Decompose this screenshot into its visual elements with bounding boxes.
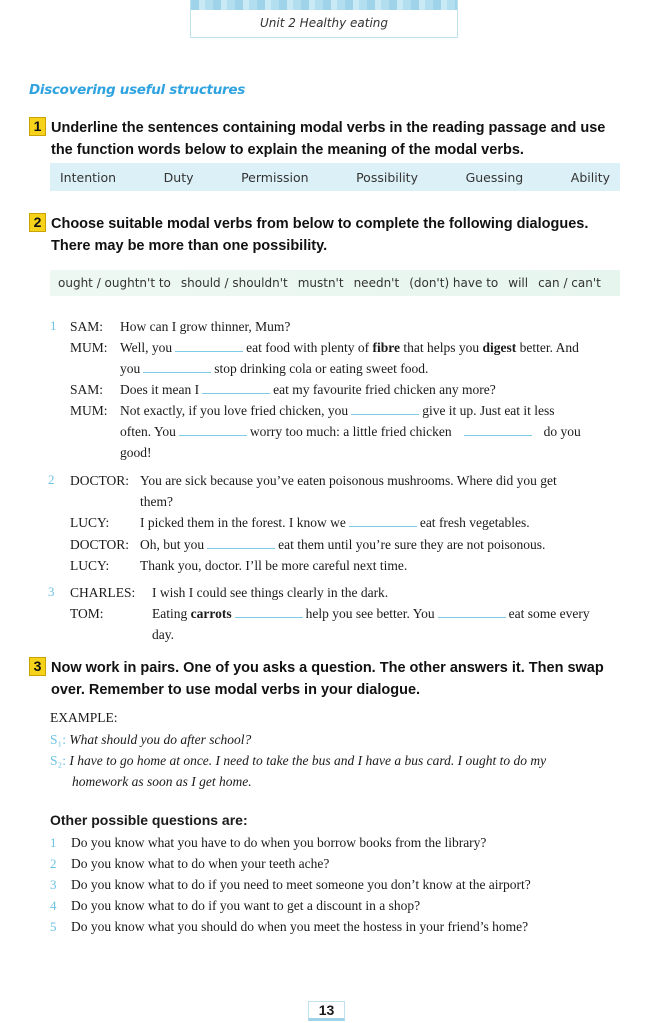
line-text: help you see better. You — [305, 606, 435, 621]
dialogue-line — [120, 422, 581, 442]
answer-blank[interactable] — [207, 538, 275, 549]
modal-verbs-bar — [50, 270, 620, 296]
line-text: you — [120, 361, 141, 376]
task-3-instruction — [29, 657, 604, 698]
line-text: often. You — [120, 424, 176, 439]
question-index: 3 — [50, 877, 57, 892]
question-index: 2 — [50, 856, 57, 871]
question-text: Do you know what you have to do when you borrow books from the library? — [71, 835, 487, 850]
line-text: them? — [140, 494, 173, 509]
question-index: 1 — [50, 835, 57, 850]
function-words-bar — [50, 163, 620, 191]
function-word: Duty — [163, 169, 194, 185]
line-text: that helps you — [403, 340, 480, 355]
line-text: How can I grow thinner, Mum? — [120, 319, 291, 334]
line-text: homework as soon as I get home. — [72, 774, 252, 789]
line-text: Not exactly, if you love fried chicken, you — [120, 403, 349, 418]
list-item — [50, 875, 531, 895]
line-text: Eating — [152, 606, 188, 621]
speaker: MUM: — [70, 340, 108, 355]
dialogue-line — [70, 583, 388, 603]
line-text: I picked them in the forest. I know we — [140, 515, 346, 530]
line-text: Oh, but you — [140, 537, 205, 552]
line-text: You are sick because you’ve eaten poisonous mushrooms. Where did you get — [140, 473, 557, 488]
dialogue-line — [70, 604, 590, 624]
task-2-instruction — [29, 213, 589, 254]
dialogue-line — [70, 401, 555, 421]
speaker: S₁: — [50, 732, 66, 747]
answer-blank[interactable] — [235, 607, 303, 618]
speaker: SAM: — [70, 319, 104, 334]
header-decoration — [191, 0, 457, 10]
line-text: I have to go home at once. I need to take the bus and I have a bus card. I ought to do my — [69, 753, 547, 768]
answer-blank[interactable] — [464, 425, 532, 436]
modal-verb: (don't) have to — [409, 276, 499, 290]
line-text: do you — [543, 424, 581, 439]
speaker: TOM: — [70, 606, 104, 621]
speaker: LUCY: — [70, 558, 110, 573]
function-word: Guessing — [465, 169, 524, 185]
dialogue-line — [120, 443, 152, 463]
example-line — [50, 730, 251, 750]
dialogue-line — [70, 471, 557, 491]
line-text: give it up. Just eat it less — [422, 403, 555, 418]
dialogue-line — [70, 317, 290, 337]
unit-title: Unit 2 Healthy eating — [259, 16, 388, 30]
line-text: Well, you — [120, 340, 173, 355]
dialogue-line — [120, 359, 428, 379]
question-text: Do you know what you should do when you meet the hostess in your friend’s home? — [71, 919, 529, 934]
speaker: DOCTOR: — [70, 537, 130, 552]
list-item — [50, 896, 420, 916]
answer-blank[interactable] — [175, 341, 243, 352]
question-index: 5 — [50, 919, 57, 934]
keyword: carrots — [190, 606, 232, 621]
instruction-line: Underline the sentences containing modal verbs in the reading passage and use — [51, 120, 606, 136]
modal-verb: should / shouldn't — [180, 276, 288, 290]
function-word: Permission — [241, 169, 309, 185]
list-item — [50, 854, 329, 874]
line-text: eat some every — [508, 606, 590, 621]
line-text: I wish I could see things clearly in the dark. — [152, 585, 389, 600]
question-text: Do you know what to do if you need to meet someone you don’t know at the airport? — [71, 877, 531, 892]
speaker: CHARLES: — [70, 585, 136, 600]
dialogue-line — [70, 535, 545, 555]
line-text: day. — [152, 627, 174, 642]
modal-verb: ought / oughtn't to — [58, 276, 171, 290]
line-text: good! — [120, 445, 152, 460]
dialogue-index: 1 — [50, 318, 57, 333]
dialogue-line — [70, 380, 496, 400]
task-1-instruction — [29, 117, 606, 158]
speaker: LUCY: — [70, 515, 110, 530]
line-text: eat fresh vegetables. — [419, 515, 530, 530]
line-text: eat my favourite fried chicken any more? — [273, 382, 496, 397]
answer-blank[interactable] — [438, 607, 506, 618]
dialogue-line — [70, 338, 579, 358]
question-text: Do you know what to do when your teeth ache? — [71, 856, 330, 871]
modal-verb: mustn't — [297, 276, 344, 290]
function-word: Intention — [60, 169, 117, 185]
dialogue-index: 2 — [48, 472, 55, 487]
dialogue-index: 3 — [48, 584, 55, 599]
task-number-badge: 2 — [29, 213, 46, 232]
modal-verb: will — [508, 276, 529, 290]
answer-blank[interactable] — [202, 383, 270, 394]
section-title: Discovering useful structures — [29, 82, 245, 98]
line-text: stop drinking cola or eating sweet food. — [214, 361, 429, 376]
dialogue-line — [140, 492, 173, 512]
unit-header — [190, 0, 458, 38]
example-label: EXAMPLE: — [50, 710, 118, 725]
instruction-line: There may be more than one possibility. — [51, 238, 328, 254]
line-text: What should you do after school? — [69, 732, 252, 747]
example-line — [72, 772, 252, 792]
answer-blank[interactable] — [351, 404, 419, 415]
line-text: Does it mean I — [120, 382, 200, 397]
instruction-line: Now work in pairs. One of you asks a question. The other answers it. Then swap — [51, 660, 604, 676]
answer-blank[interactable] — [349, 516, 417, 527]
dialogue-line — [70, 513, 530, 533]
modal-verb: needn't — [353, 276, 400, 290]
dialogue-line — [70, 556, 407, 576]
question-index: 4 — [50, 898, 57, 913]
line-text: eat food with plenty of — [246, 340, 370, 355]
speaker: SAM: — [70, 382, 104, 397]
dialogue-line — [152, 625, 174, 645]
instruction-line: the function words below to explain the meaning of the modal verbs. — [51, 142, 524, 158]
line-text: Thank you, doctor. I’ll be more careful next time. — [140, 558, 408, 573]
instruction-line: Choose suitable modal verbs from below to complete the following dialogues. — [51, 216, 589, 232]
line-text: eat them until you’re sure they are not poisonous. — [278, 537, 546, 552]
instruction-line: over. Remember to use modal verbs in your dialogue. — [51, 682, 421, 698]
answer-blank[interactable] — [179, 425, 247, 436]
modal-verb: can / can't — [538, 276, 601, 290]
function-word: Ability — [570, 169, 610, 185]
list-item — [50, 917, 528, 937]
line-text: better. And — [519, 340, 579, 355]
keyword: fibre — [372, 340, 401, 355]
list-item — [50, 833, 486, 853]
page-number: 13 — [308, 1001, 345, 1021]
example-line — [50, 751, 546, 771]
speaker: MUM: — [70, 403, 108, 418]
keyword: digest — [482, 340, 517, 355]
question-text: Do you know what to do if you want to get a discount in a shop? — [71, 898, 421, 913]
other-questions-title: Other possible questions are: — [50, 812, 248, 828]
speaker: S₂: — [50, 753, 66, 768]
answer-blank[interactable] — [143, 362, 211, 373]
task-number-badge: 1 — [29, 117, 46, 136]
task-number-badge: 3 — [29, 657, 46, 676]
speaker: DOCTOR: — [70, 473, 130, 488]
function-word: Possibility — [356, 169, 418, 185]
line-text: worry too much: a little fried chicken — [249, 424, 452, 439]
